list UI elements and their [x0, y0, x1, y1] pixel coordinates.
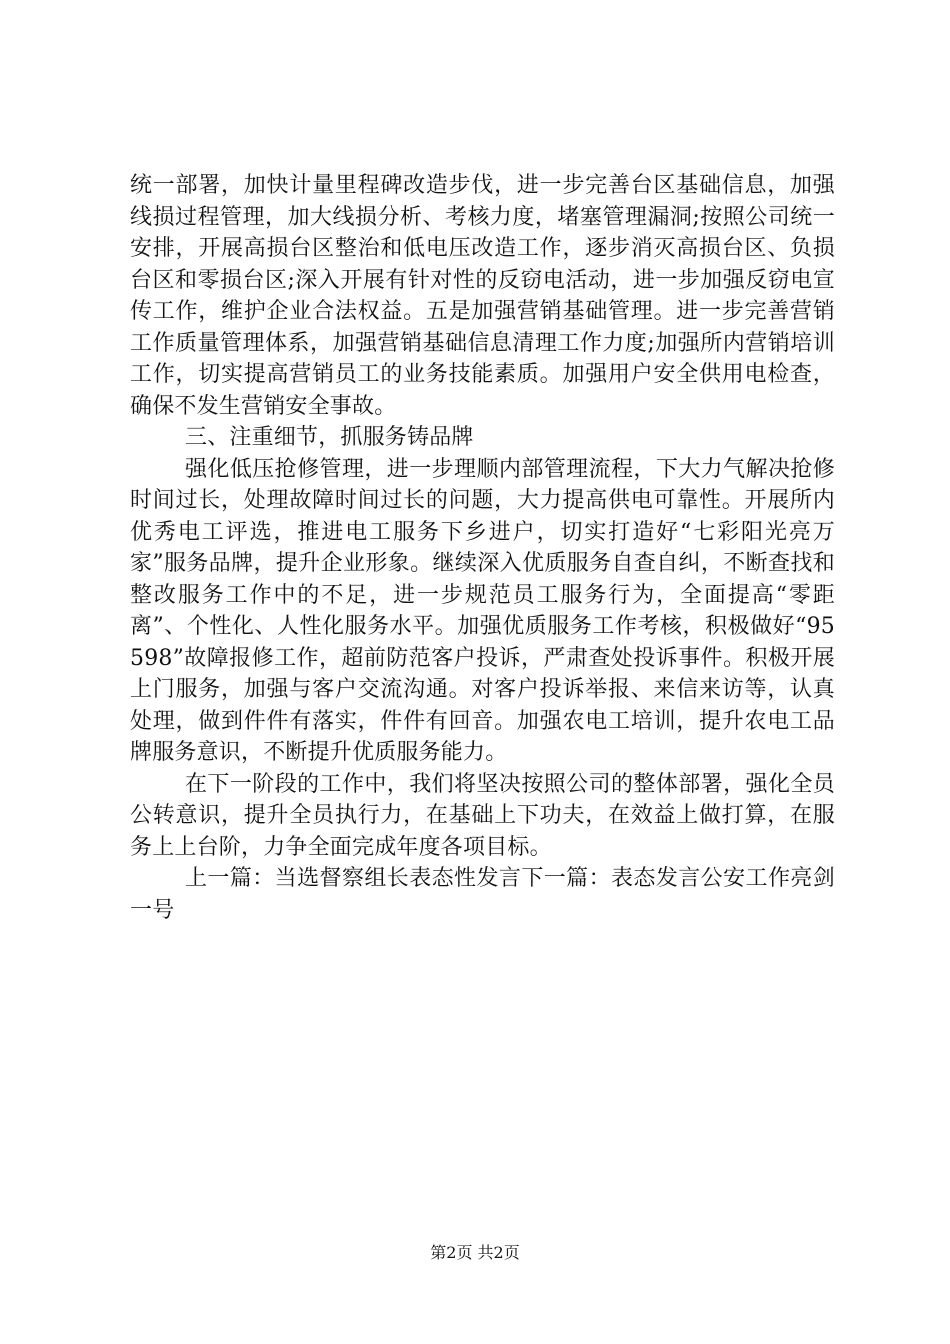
document-body [130, 170, 835, 926]
paragraph-service-improvement: 强化低压抢修管理，进一步理顺内部管理流程，下大力气解决抢修时间过长，处理故障时间过长的问题，大力提高供电可靠性。开展所内优秀电工评选，推进电工服务下乡进户，切实打造好“七彩阳光亮万家”服务品牌，提升企业形象。继续深入优质服务自查自纠，不断查找和整改服务工作中的不足，进一步规范员工服务行为，全面提高“零距离”、个性化、人性化服务水平。加强优质服务工作考核，积极做好“95598”故障报修工作，超前防范客户投诉，严肃查处投诉事件。积极开展上门服务，加强与客户交流沟通。对客户投诉举报、来信来访等，认真处理，做到件件有落实，件件有回音。加强农电工培训，提升农电工品牌服务意识，不断提升优质服务能力。 [130, 456, 835, 765]
prev-next-links[interactable]: 上一篇：当选督察组长表态性发言下一篇：表态发言公安工作亮剑一号 [130, 866, 835, 923]
page-number-footer: 第2页 共2页 [430, 1243, 520, 1262]
paragraph-marketing-management: 统一部署，加快计量里程碑改造步伐，进一步完善台区基础信息，加强线损过程管理，加大线损分析、考核力度，堵塞管理漏洞;按照公司统一安排，开展高损台区整治和低电压改造工作，逐步消灭高损台区、负损台区和零损台区;深入开展有针对性的反窃电活动，进一步加强反窃电宣传工作，维护企业合法权益。五是加强营销基础管理。进一步完善营销工作质量管理体系，加强营销基础信息清理工作力度;加强所内营销培训工作，切实提高营销员工的业务技能素质。加强用户安全供用电检查，确保不发生营销安全事故。 [130, 173, 835, 419]
paragraph-next-stage: 在下一阶段的工作中，我们将坚决按照公司的整体部署，强化全员公转意识，提升全员执行力，在基础上下功夫，在效益上做打算，在服务上上台阶，力争全面完成年度各项目标。 [130, 771, 835, 860]
section-heading-service-brand: 三、注重细节，抓服务铸品牌 [185, 425, 474, 450]
